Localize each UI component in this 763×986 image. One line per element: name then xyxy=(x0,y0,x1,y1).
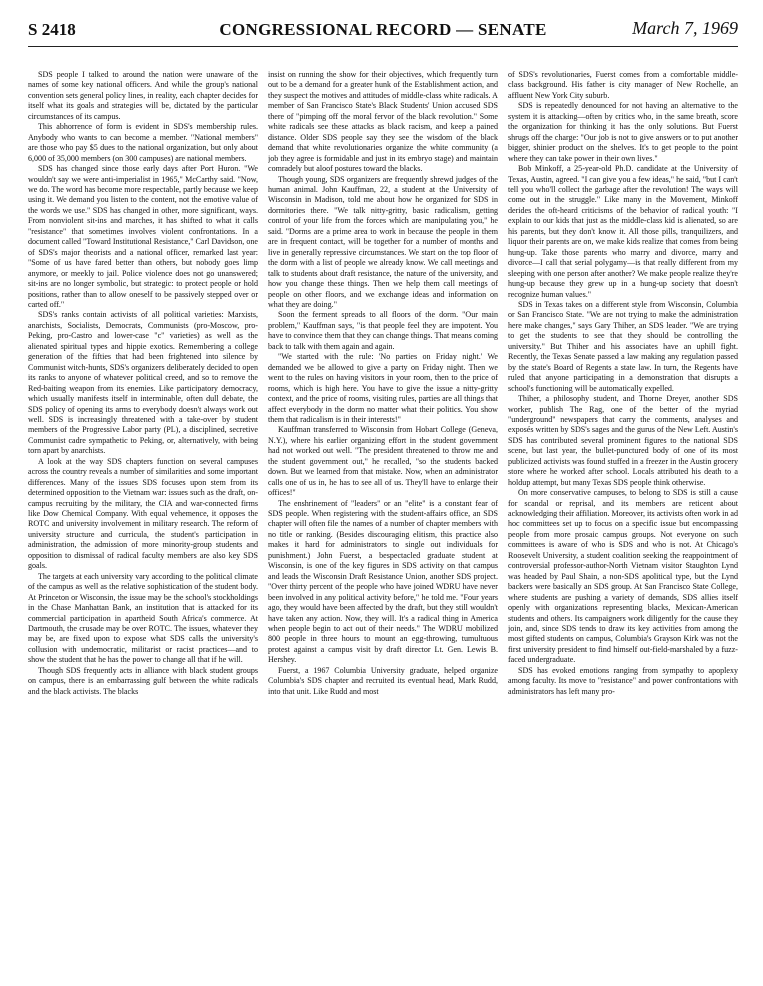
paragraph: SDS's ranks contain activists of all political varieties: Marxists, anarchists, Socialists, Democrats, Communists (pro-Moscow, pro-Peking, pro-Castro and lower-case "c" varieties) as well as the alienated spiritual types and hippie exotics. Remembering a college generation of the fifties that had been frightened into silence by Communist witch-hunts, SDS's organizers deliberately decided to open its ranks to anyone of whatever political creed, and so to remove the Red-baiting weapon from its enemies. Like participatory democracy, which usually manifests itself in interminable, often dull debate, the SDS policy of opening its arms to everybody doesn't always work out well. SDS is increasingly threatened with a take-over by student members of the Progressive Labor party (PL), a disciplined, secretive Communist cadre sympathetic to Peking, or, alternatively, with being torn apart by anarchists. xyxy=(28,310,258,456)
page-number: S 2418 xyxy=(28,20,76,39)
paragraph: of SDS's revolutionaries, Fuerst comes from a comfortable middle-class background. His father is city manager of New Rochelle, an affluent New York City suburb. xyxy=(508,70,738,100)
issue-date: March 7, 1969 xyxy=(632,18,738,38)
article-body xyxy=(28,70,738,975)
paragraph: On more conservative campuses, to belong to SDS is still a cause for scandal or reprisal, and its members are reticent about acknowledging their affiliation. Moreover, its activists often work in ad hoc committees set up to focus on a specific issue but encompassing people from more prosaic campus groups. Not everyone on such committees is aware of who is SDS and who is not. At Chicago's Roosevelt University, a student coalition seeking the reappointment of controversial professor-author-North Vietnam visitor Staughton Lynd was headed by Paul Shain, a non-SDS apolitical type, but the Lynd backers were basically an SDS group. At San Francisco State College, where students are pushing a variety of demands, SDS allies itself openly with organizations representing blacks, Mexican-American students and others. Its campaigners work diligently for the cause they join, and, since SDS tends to draw its key activities from among the most gifted students on campus, Columbia's Grayson Kirk was not the first university president to find himself out-field-marshaled by a fuzz-faced undergraduate. xyxy=(508,488,738,665)
paragraph: Bob Minkoff, a 25-year-old Ph.D. candidate at the University of Texas, Austin, agreed. "I can give you a few ideas," he said, "but I can't tell you who'll collect the garbage after the revolution! The ways will come out in the struggle." Like many in the Movement, Minkoff derides the oft-heard criticisms of the behavior of radical youth: "I explain to our kids that just as the middle-class kid is alienated, so are his parents, but they don't know it. All those pills, tranquilizers, and liquor their parents are on, we make kids realize that comes from being hung-up. Take those parents who marry and divorce, marry and divorce—I call that serial polygamy—is that really different from my sleeping with one person after another? We make people realize they're hung-up because they grew up in a hung-up society that doesn't recognize human values." xyxy=(508,164,738,299)
paragraph: The enshrinement of "leaders" or an "elite" is a constant fear of SDS people. When registering with the student-affairs office, an SDS chapter will often file the names of a number of chapter members with no title or ranking. (Besides discouraging elitism, this practice also makes it hard for administrators to single out individuals for punishment.) John Fuerst, a bespectacled graduate student at Wisconsin, is one of the key figures in SDS activity on that campus and leads the Wisconsin Draft Resistance Union, another SDS project. "Over thirty percent of the people who have joined WDRU have never been involved in any political activity before," he told me. "Four years ago, they would have been affected by the draft, but they still wouldn't have taken any action. Now, they will. It's a radical thing in America when people begin to act out of their needs." The WDRU mobilized 800 people in three hours to mount an egg-throwing, tumultuous protest against a campus visit by draft director Lt. Gen. Lewis B. Hershey. xyxy=(268,498,498,665)
paragraph: Thiher, a philosophy student, and Thorne Dreyer, another SDS worker, publish The Rag, one of the better of the myriad "underground" newspapers that carry the comments, analyses and exposés written by SDS's sages and the gurus of the New Left. Austin's SDS has contributed several prominent figures to the national SDS scene, but last year, the bullet-punctured body of one of its most publicized activists was found stuffed in a freezer in the Austin grocery store where he worked after school. Locals attributed his death to a holdup attempt, but many Texas SDS people think otherwise. xyxy=(508,394,738,487)
paragraph: Soon the ferment spreads to all floors of the dorm. "Our main problem," Kauffman says, "is that people feel they are impotent. You have to convince them that they can change things. That means coming back to talk with them again and again. xyxy=(268,310,498,351)
paragraph: "We started with the rule: 'No parties on Friday night.' We demanded we be allowed to give a party on Friday night. Then we went to the rules on having visitors in your room, then to the price of rooms, which is high here. You have to give the issue a nitty-gritty context, and the price of rooms, visiting rules, parties are all things that affect everybody in the dorm no matter what their politics. You show them that radicalism is in their interests!" xyxy=(268,352,498,424)
paragraph: SDS in Texas takes on a different style from Wisconsin, Columbia or San Francisco State. "We are not trying to make the administration here make changes," says Gary Thiher, an SDS leader. "We are trying to get the students to see that they should be controlling the university." But Thiher and his associates have an uphill fight. Recently, the Texas Senate passed a law making any regulation passed by the state's Board of Regents a state law. In turn, the Regents have ruled that anyone participating in a demonstration that disrupts a school's functioning will be automatically expelled. xyxy=(508,299,738,393)
paragraph: A look at the way SDS chapters function on several campuses across the country reveals a number of similarities and some important differences. Many of the issues SDS focuses upon stem from its determined opposition to the Vietnam war: issues such as the draft, on-campus recruiting by the military, the CIA and war-connected firms like Dow Chemical Company. With equal vehemence, it opposes the ROTC and university involvement in military research. The reform of university structure and curricula, the student's participation in administration, the admission of more minority-group students and opposition to dismissal of radical faculty members are also key SDS goals. xyxy=(28,456,258,571)
page-header xyxy=(28,18,738,47)
paragraph: Fuerst, a 1967 Columbia University graduate, helped organize Columbia's SDS chapter and recruited its eventual head, Mark Rudd, into that unit. Like Rudd and most xyxy=(268,665,498,696)
paragraph: SDS has evoked emotions ranging from sympathy to apoplexy among faculty. Its move to "resistance" and power confrontations with administrators has left many pro- xyxy=(508,665,738,696)
paragraph: Though young, SDS organizers are frequently shrewd judges of the human animal. John Kauffman, 22, a student at the University of Wisconsin in Madison, told me about how he organized for SDS in dormitories there. "We talk nitty-gritty, basic radicalism, getting control of your life from the forces which are manipulating you," he said. "Dorms are a prime area to work in because the people in them are in frequent contact, will be together for a number of months and live in generally repressive circumstances. We start on the top floor of the dorm with a list of people we already know. We call meetings and talk to students about draft resistance, the nature of the university, and how you change these things. Then we help them call meetings of people on other floors, and we exchange ideas and information on what they are doing." xyxy=(268,174,498,309)
paragraph: Though SDS frequently acts in alliance with black student groups on campus, there is an embarrassing gulf between the white radicals and the black activists. The blacks xyxy=(28,665,258,696)
text-column-3 xyxy=(508,70,738,975)
paragraph: Kauffman transferred to Wisconsin from Hobart College (Geneva, N.Y.), where his earlier organizing effort in the student government had not worked out well. "The president threatened to throw me and the student government out," he recalled, "so the students backed down. But we learned from that mistake. Now, when an administrator calls one of us in, he has to see all of us. They'll have to enlarge their offices!" xyxy=(268,425,498,498)
paragraph: SDS people I talked to around the nation were unaware of the names of some key national officers. And while the group's national convention sets general policy lines, in reality, each chapter decides for itself what its goals and strategies will be, dictated by the particular circumstances of its campus. xyxy=(28,70,258,121)
paragraph: This abhorrence of form is evident in SDS's membership rules. Anybody who wants to can become a member. "National members" are those who pay $5 dues to the national organization, but only about 6,000 of 35,000 members (on 300 campuses) are national members. xyxy=(28,122,258,163)
text-column-2 xyxy=(268,70,498,975)
paragraph: insist on running the show for their objectives, which frequently turn out to be a demand for a greater hunk of the Establishment action, and they suspect the motives and attitudes of middle-class white radicals. A member of San Francisco State's Black Students' Union accused SDS there of "pimping off the moral fervor of the black revolution." Some white radicals see these attacks as black racism, and keep a pained distance. Older SDS people say they see the wisdom of the black demand that white revolutionaries organize the white community (a job they agree is formidable and just in its embryo stage) and maintain comradely but aloof postures toward the blacks. xyxy=(268,70,498,174)
publication-title: CONGRESSIONAL RECORD — SENATE xyxy=(219,20,547,39)
paragraph: SDS is repeatedly denounced for not having an alternative to the system it is attacking—often by critics who, in the same breath, score the organization for thinking it has the only solutions. But Fuerst shrugs off the charge: "Our job is not to give answers or to put another bigger, shinier product on the shelves. It's to get people to the point where they can take power in their own lives." xyxy=(508,101,738,163)
paragraph: The targets at each university vary according to the political climate of the campus as well as the relative sophistication of the student body. At Princeton or Wisconsin, the issue may be the school's stockholdings in the Chase Manhattan Bank, an institution that is attacked for its commercial participation in apartheid South Africa's commerce. At Dartmouth, the crusade may be over ROTC. The issues, whatever they may be, are fixed upon to expose what SDS calls the university's collusion with undemocratic, militarist or racist practices—and to show the student that he has the power to change all that if he will. xyxy=(28,571,258,665)
paragraph: SDS has changed since those early days after Port Huron. "We wouldn't say we were anti-imperialist in 1965," McCarthy said. "Now, we do. The word has become more respectable, partly because we keep using it. We demand you listen to the content, not the emotive value of the words we use." SDS has changed in other, more significant, ways. From nonviolent sit-ins and marches, it has shifted to what it calls "resistance" that sometimes involves violent confrontations. In a document called "Toward Institutional Resistance," Carl Davidson, one of SDS's major theorists and a national officer, remarked last year: "Some of us have fared better than others, but nobody goes limp anymore, or meekly to jail. Police violence does not go unanswered; sit-ins are no longer symbolic, but strategic: to protect people or hold positions, rather than to allow oneself to be passively stepped over or carted off." xyxy=(28,164,258,309)
text-column-1 xyxy=(28,70,258,975)
